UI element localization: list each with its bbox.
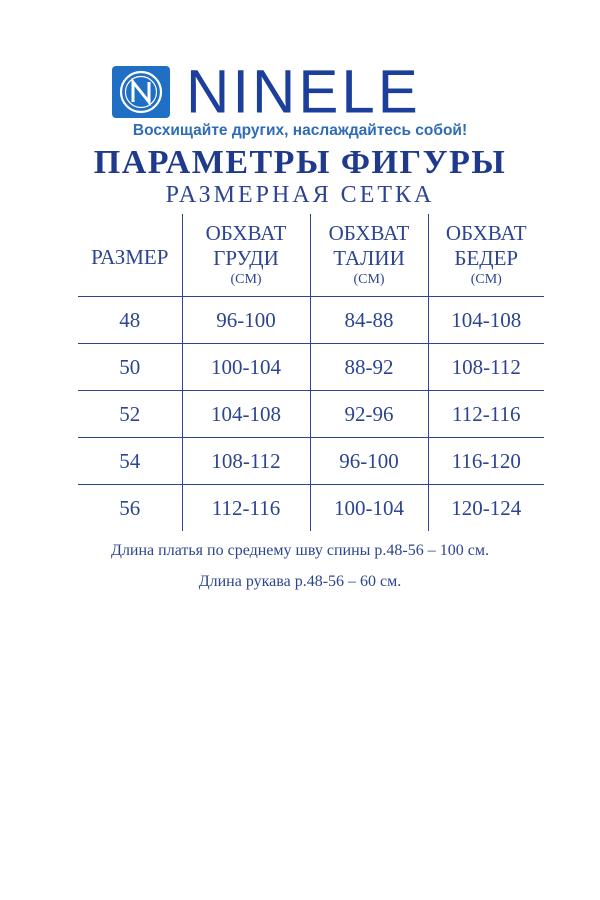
column-header-hips: ОБХВАТ БЕДЕР (СМ): [428, 214, 544, 297]
page-title: ПАРАМЕТРЫ ФИГУРЫ: [93, 144, 507, 181]
n-monogram-icon: [112, 66, 170, 118]
hips-cell: 120-124: [428, 485, 544, 532]
brand-tagline: Восхищайте других, наслаждайтесь собой!: [132, 122, 468, 139]
bust-cell: 108-112: [182, 438, 310, 485]
waist-cell: 84-88: [310, 297, 428, 344]
bust-cell: 96-100: [182, 297, 310, 344]
waist-cell: 96-100: [310, 438, 428, 485]
column-header-size: РАЗМЕР: [78, 214, 182, 297]
hips-cell: 108-112: [428, 344, 544, 391]
table-row: [78, 297, 544, 344]
waist-cell: 88-92: [310, 344, 428, 391]
size-table-header: [78, 214, 544, 297]
size-cell: 54: [78, 438, 182, 485]
bust-cell: 112-116: [182, 485, 310, 532]
table-row: [78, 485, 544, 532]
size-cell: 56: [119, 495, 141, 520]
size-cell: 50: [78, 344, 182, 391]
size-cell: 48: [78, 297, 182, 344]
size-cell: 52: [78, 391, 182, 438]
size-table-body: [78, 297, 544, 532]
brand-wordmark: NINELE: [186, 57, 421, 126]
bust-cell: 100-104: [182, 344, 310, 391]
waist-cell: 92-96: [310, 391, 428, 438]
dress-length-note: Длина платья по среднему шву спины р.48-56 – 100 см.: [111, 542, 489, 559]
column-header-waist: ОБХВАТ ТАЛИИ (СМ): [310, 214, 428, 297]
brand-logo: [112, 57, 421, 126]
hips-cell: 104-108: [428, 297, 544, 344]
waist-cell: 100-104: [310, 485, 428, 532]
column-header-bust: ОБХВАТ ГРУДИ (СМ): [182, 214, 310, 297]
size-table: [78, 214, 544, 531]
sleeve-length-note: Длина рукава р.48-56 – 60 см.: [198, 573, 402, 590]
page-subtitle: РАЗМЕРНАЯ СЕТКА: [165, 182, 435, 208]
table-row: [78, 344, 544, 391]
hips-cell: 112-116: [428, 391, 544, 438]
hips-cell: 116-120: [428, 438, 544, 485]
table-row: [78, 438, 544, 485]
table-row: [78, 391, 544, 438]
bust-cell: 104-108: [182, 391, 310, 438]
